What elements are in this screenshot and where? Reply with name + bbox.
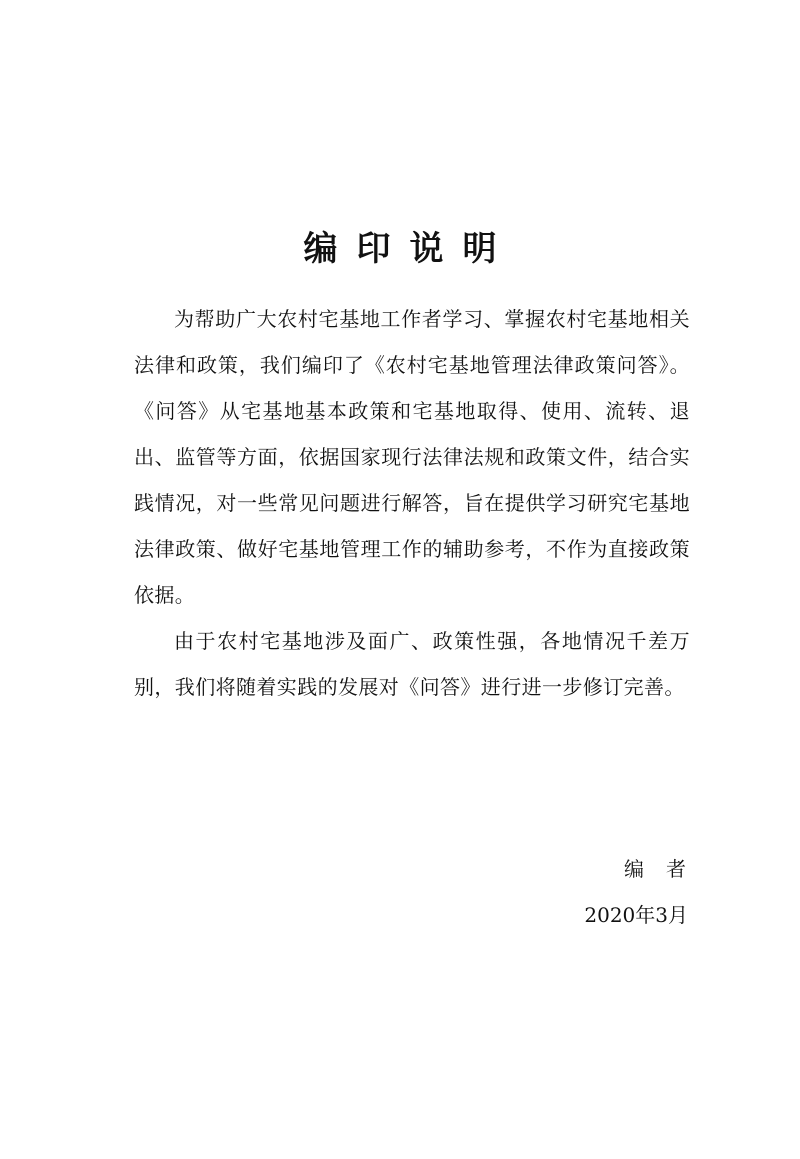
signature-block — [584, 846, 708, 938]
paragraph-2: 由于农村宅基地涉及面广、政策性强，各地情况千差万别，我们将随着实践的发展对《问答》进行进一步修订完善。 — [134, 629, 690, 699]
page-title: 编印说明 — [303, 228, 516, 269]
paragraph-1: 为帮助广大农村宅基地工作者学习、掌握农村宅基地相关法律和政策，我们编印了《农村宅基地管理法律政策问答》。《问答》从宅基地基本政策和宅基地取得、使用、流转、退出、监管等方面，依据国家现行法律法规和政策文件，结合实践情况，对一些常见问题进行解答，旨在提供学习研究宅基地法律政策、做好宅基地管理工作的辅助参考，不作为直接政策依据。 — [134, 307, 690, 607]
body-text — [134, 296, 690, 710]
editor-signature: 编者 — [624, 857, 708, 881]
publication-date: 2020年3月 — [584, 903, 688, 927]
